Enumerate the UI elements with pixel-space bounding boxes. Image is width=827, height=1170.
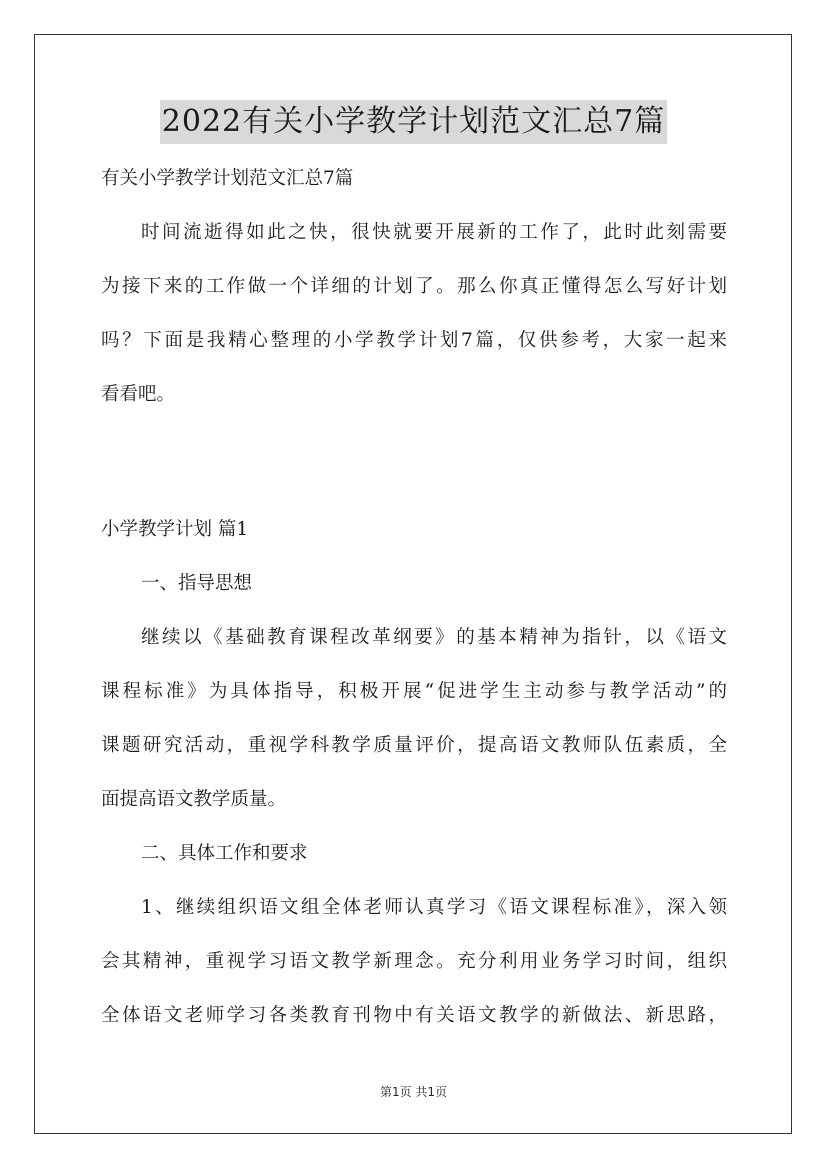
intro-line: 时间流逝得如此之快，很快就要开展新的工作了，此时此刻需要: [141, 222, 727, 243]
heading-work-requirements: 二、具体工作和要求: [141, 843, 308, 864]
document-subtitle: 有关小学教学计划范文汇总7篇: [101, 168, 354, 189]
document-title-block: [0, 100, 827, 144]
heading-guiding-thought: 一、指导思想: [141, 573, 253, 594]
paragraph-line: 会其精神，重视学习语文教学新理念。充分利用业务学习时间，组织: [101, 951, 727, 972]
paragraph-line: 面提高语文教学质量。: [101, 789, 287, 810]
document-body: [101, 165, 727, 1029]
paragraph-line: 课题研究活动，重视学科教学质量评价，提高语文教师队伍素质，全: [101, 735, 727, 756]
section-title: 小学教学计划 篇1: [101, 519, 249, 540]
paragraph-line: 1、继续组织语文组全体老师认真学习《语文课程标准》，深入领: [141, 897, 727, 918]
intro-line: 为接下来的工作做一个详细的计划了。那么你真正懂得怎么写好计划: [101, 276, 727, 297]
page-footer: 第1页 共1页: [379, 1085, 448, 1099]
intro-line: 看看吧。: [101, 384, 176, 405]
paragraph-line: 继续以《基础教育课程改革纲要》的基本精神为指针，以《语文: [141, 627, 727, 648]
paragraph-line: 课程标准》为具体指导，积极开展“促进学生主动参与教学活动”的: [101, 681, 727, 702]
intro-line: 吗？下面是我精心整理的小学教学计划7篇，仅供参考，大家一起来: [101, 330, 727, 351]
document-title: 2022有关小学教学计划范文汇总7篇: [160, 100, 667, 144]
paragraph-line: 全体语文老师学习各类教育刊物中有关语文教学的新做法、新思路，: [101, 1005, 727, 1026]
